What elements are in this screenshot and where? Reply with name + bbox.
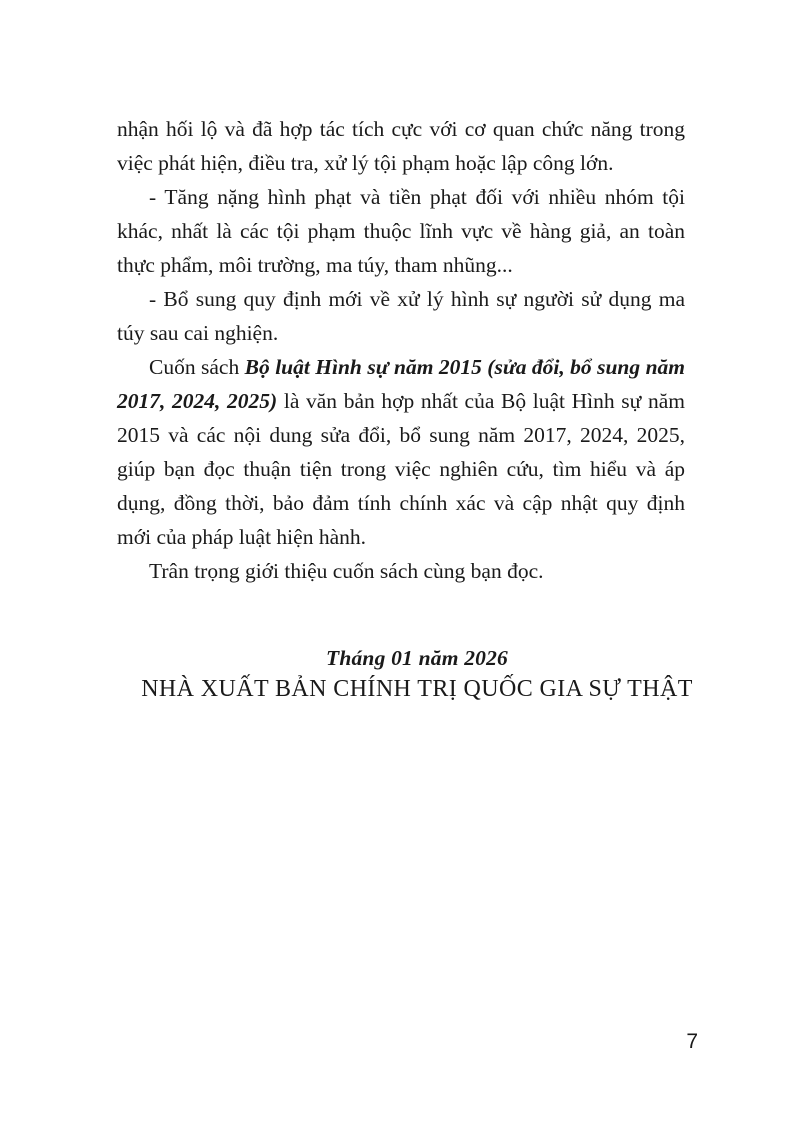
book-description-lead: Cuốn sách [149, 355, 245, 379]
paragraph-book-description [117, 350, 685, 554]
paragraph-closing-greeting: Trân trọng giới thiệu cuốn sách cùng bạn đọc. [149, 559, 544, 583]
signature-publisher-name: NHÀ XUẤT BẢN CHÍNH TRỊ QUỐC GIA SỰ THẬT [141, 676, 693, 702]
page-number: 7 [686, 1030, 698, 1053]
signature-date: Tháng 01 năm 2026 [325, 646, 508, 670]
book-description-tail: là văn bản hợp nhất của Bộ luật Hình sự năm 2015 và các nội dung sửa đổi, bổ sung năm 2017, 2024, 2025, giúp bạn đọc thuận tiện trong việc nghiên cứu, tìm hiểu và áp dụng, đồng thời, bảo đảm tính chính xác và cập nhật quy định mới của pháp luật hiện hành. [117, 389, 685, 549]
book-title-emphasis: Bộ luật Hình sự năm 2015 (sửa đổi, bổ sung năm 2017, 2024, 2025) [117, 355, 685, 413]
paragraph-opening: nhận hối lộ và đã hợp tác tích cực với cơ quan chức năng trong việc phát hiện, điều tra, xử lý tội phạm hoặc lập công lớn. [117, 117, 685, 175]
paragraph-bullet-penalties: - Tăng nặng hình phạt và tiền phạt đối với nhiều nhóm tội khác, nhất là các tội phạm thuộc lĩnh vực về hàng giả, an toàn thực phẩm, môi trường, ma túy, tham nhũng... [117, 185, 685, 277]
body-text-column [117, 112, 685, 588]
signature-block [117, 643, 717, 705]
paragraph-bullet-drug-rehab: - Bổ sung quy định mới về xử lý hình sự người sử dụng ma túy sau cai nghiện. [117, 287, 685, 345]
